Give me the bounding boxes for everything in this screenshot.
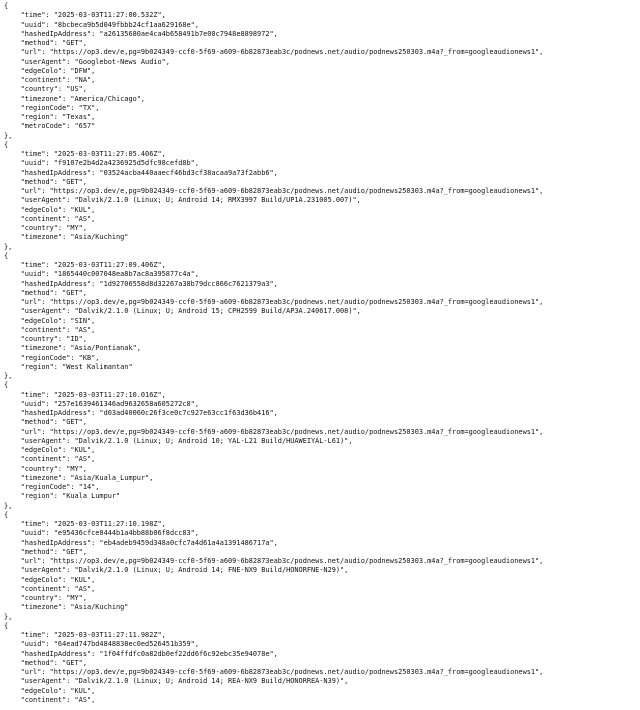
code-line: "method": "GET", xyxy=(4,177,87,186)
code-line: { xyxy=(4,2,9,10)
code-line: "edgeColo": "KUL", xyxy=(4,686,96,695)
code-line: "continent": "NA", xyxy=(4,76,96,84)
code-line: "userAgent": "Dalvik/2.1.0 (Linux; U; Android 14; REA-NX9 Build/HONORREA-N39)", xyxy=(4,677,349,686)
code-line: "method": "GET", xyxy=(4,288,87,297)
code-line: "time": "2025-03-03T11:27:11.982Z", xyxy=(4,631,166,639)
code-line: }, xyxy=(4,131,13,140)
code-line: "region": "Texas", xyxy=(4,113,96,121)
code-line: "regionCode": "TX", xyxy=(4,103,100,112)
code-line: "userAgent": "Dalvik/2.1.0 (Linux; U; Android 15; CPH2599 Build/AP3A.240617.008)", xyxy=(4,307,361,316)
code-line: "timezone": "America/Chicago", xyxy=(4,94,146,103)
code-line: "hashedIpAddress": "a26135680ae4ca4b658491b7e00c7948e8898972", xyxy=(4,29,278,38)
code-line: { xyxy=(4,621,9,630)
code-line: "hashedIpAddress": "03524acba440aaecf46bd3cf38acaa9a73f2abb6", xyxy=(4,168,278,177)
code-line: { xyxy=(4,140,9,149)
code-line: "regionCode": "14", xyxy=(4,483,100,491)
code-line: "uuid": "8bcbeca9b5d049fbbb24cf1aa629168e", xyxy=(4,20,199,29)
code-line: "url": "https://op3.dev/e,pg=9b024349-ccf0-5f69-a609-6b82873eab3c/podnews.net/audio/podnews250303.m4a?_from=googleaudionews1", xyxy=(4,298,544,306)
code-line: "regionCode": "KB", xyxy=(4,353,100,362)
code-line: "edgeColo": "KUL", xyxy=(4,446,96,454)
code-line: "timezone": "Asia/Pontianak", xyxy=(4,344,141,353)
code-line: "time": "2025-03-03T11:27:09.406Z", xyxy=(4,261,166,269)
code-line: "country": "MY", xyxy=(4,224,87,232)
code-line: { xyxy=(4,510,9,519)
code-line: "time": "2025-03-03T11:27:10.198Z", xyxy=(4,520,166,528)
code-line: "url": "https://op3.dev/e,pg=9b024349-ccf0-5f69-a609-6b82873eab3c/podnews.net/audio/podnews250303.m4a?_from=googleaudionews1", xyxy=(4,427,544,436)
code-line: "edgeColo": "KUL", xyxy=(4,205,96,214)
code-line: "time": "2025-03-03T11:27:00.532Z", xyxy=(4,11,166,20)
code-line: "timezone": "Asia/Kuching" xyxy=(4,603,129,612)
code-line: "method": "GET", xyxy=(4,547,87,556)
code-line: "continent": "AS", xyxy=(4,325,96,334)
code-line: "userAgent": "Googlebot-News Audio", xyxy=(4,57,170,66)
code-line: "country": "ID", xyxy=(4,335,87,343)
code-line: "time": "2025-03-03T11:27:10.016Z", xyxy=(4,390,166,399)
code-line: "time": "2025-03-03T11:27:05.406Z", xyxy=(4,150,166,158)
code-line: "userAgent": "Dalvik/2.1.0 (Linux; U; Android 14; RMX3997 Build/UP1A.231005.007)", xyxy=(4,196,361,205)
code-line: "metroCode": "657" xyxy=(4,122,96,131)
code-line: "timezone": "Asia/Kuching" xyxy=(4,233,129,242)
code-line: "hashedIpAddress": "d03ad40060c26f3ce0c7c927e63cc1f63d36b416", xyxy=(4,409,278,417)
code-line: "hashedIpAddress": "eb4adeb9459d348a0cfc7a4d61a4a1391486717a", xyxy=(4,538,278,547)
code-line: "url": "https://op3.dev/e,pg=9b024349-ccf0-5f69-a609-6b82873eab3c/podnews.net/audio/podnews250303.m4a?_from=googleaudionews1", xyxy=(4,668,544,676)
code-line: "uuid": "e95436cfce0444b1a4bb88b06f8dcc83", xyxy=(4,529,199,538)
code-line: "edgeColo": "KUL", xyxy=(4,575,96,584)
code-line: "url": "https://op3.dev/e,pg=9b024349-ccf0-5f69-a609-6b82873eab3c/podnews.net/audio/podnews250303.m4a?_from=googleaudionews1", xyxy=(4,187,544,195)
code-line: "continent": "AS", xyxy=(4,584,96,593)
code-line: "url": "https://op3.dev/e,pg=9b024349-ccf0-5f69-a609-6b82873eab3c/podnews.net/audio/podnews250303.m4a?_from=googleaudionews1", xyxy=(4,48,544,57)
code-line: "edgeColo": "DFW", xyxy=(4,66,96,75)
code-line: "uuid": "257e1639461346ad9632658a605272c8", xyxy=(4,399,199,408)
code-line: "method": "GET", xyxy=(4,418,87,427)
code-line: "continent": "AS", xyxy=(4,695,96,704)
code-line: "edgeColo": "SIN", xyxy=(4,316,96,325)
code-line: }, xyxy=(4,501,13,510)
code-line: { xyxy=(4,381,9,390)
code-line: "continent": "AS", xyxy=(4,214,96,223)
code-line: "continent": "AS", xyxy=(4,455,96,464)
code-line: "region": "West Kalimantan" xyxy=(4,362,133,371)
code-line: "method": "GET", xyxy=(4,39,87,47)
code-line: "uuid": "64ead747bd4848838ec0ed526451b359", xyxy=(4,640,199,649)
code-line: }, xyxy=(4,242,13,251)
code-line: "region": "Kuala Lumpur" xyxy=(4,492,121,501)
code-line: "country": "US", xyxy=(4,85,87,94)
code-line: "uuid": "f9107e2b4d2a4236925d5dfc98cefd8b", xyxy=(4,159,199,168)
code-line: "uuid": "1865440c007048ea8b7ac8a395877c4a", xyxy=(4,270,199,279)
code-line: }, xyxy=(4,372,13,380)
code-line: "hashedIpAddress": "1d92706558d8d32267a38b79dcc866c7621379a3", xyxy=(4,279,278,288)
code-line: "userAgent": "Dalvik/2.1.0 (Linux; U; Android 10; YAL-L21 Build/HUAWEIYAL-L61)", xyxy=(4,436,353,445)
code-line: "userAgent": "Dalvik/2.1.0 (Linux; U; Android 14; FNE-NX9 Build/HONORFNE-N29)", xyxy=(4,566,349,575)
code-line: "country": "MY", xyxy=(4,464,87,473)
code-line: "country": "MY", xyxy=(4,594,87,602)
code-line: "timezone": "Asia/Kuala_Lumpur", xyxy=(4,473,154,482)
code-line: "method": "GET", xyxy=(4,658,87,667)
code-line: { xyxy=(4,251,9,260)
code-line: }, xyxy=(4,612,13,621)
code-line: "hashedIpAddress": "1f04ffdfc0a82db0ef22dd6f6c92ebc35e94078e", xyxy=(4,649,278,658)
code-line: "url": "https://op3.dev/e,pg=9b024349-ccf0-5f69-a609-6b82873eab3c/podnews.net/audio/podnews250303.m4a?_from=googleaudionews1", xyxy=(4,557,544,565)
